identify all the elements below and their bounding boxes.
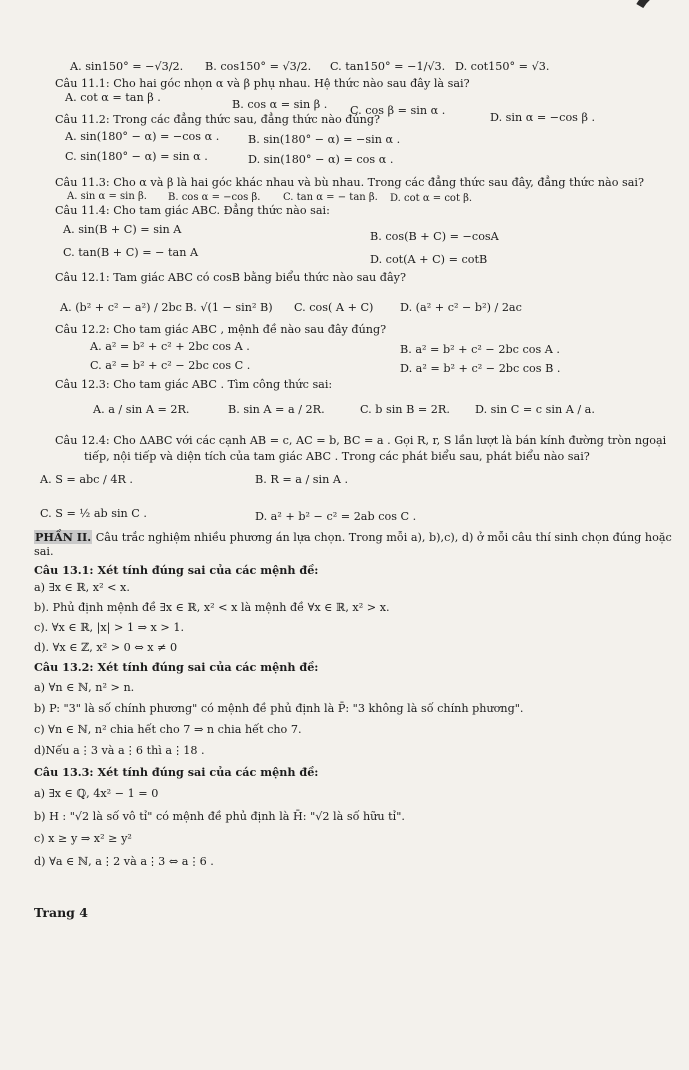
q12-4-stem-line2: tiếp, nội tiếp và diện tích của tam giác ABC . Trong các phát biểu sau, phát biểu nào sai? [84, 450, 590, 463]
q12-2-stem: Câu 12.2: Cho tam giác ABC , mệnh đề nào sau đây đúng? [55, 323, 387, 336]
q11-1-option-b: B. cos α = sin β . [232, 98, 328, 111]
q11-4-stem: Câu 11.4: Cho tam giác ABC. Đẳng thức nào sai: [55, 204, 330, 217]
q12-1-option-c: C. cos( A + C) [294, 301, 374, 314]
q11-3-option-d: D. cot α = cot β. [390, 193, 473, 204]
part2-heading [34, 530, 672, 545]
page-footer: Trang 4 [34, 905, 88, 920]
q11-3-option-c: C. tan α = − tan β. [283, 192, 378, 203]
q11-4-option-d: D. cot(A + C) = cotB [370, 253, 488, 266]
q12-3-option-d: D. sin C = c sin A / a. [475, 403, 595, 416]
q13-1-stem: Câu 13.1: Xét tính đúng sai của các mệnh đề: [34, 563, 319, 577]
part2-text-line1: Câu trắc nghiệm nhiều phương án lựa chọn. Trong mỗi a), b),c), d) ở mỗi câu thí sinh chọn đúng hoặc [95, 531, 672, 544]
q13-3-stem: Câu 13.3: Xét tính đúng sai của các mệnh đề: [34, 765, 319, 779]
q11-2-option-d: D. sin(180° − α) = cos α . [248, 153, 394, 166]
q11-2-option-b: B. sin(180° − α) = −sin α . [248, 133, 401, 146]
q12-4-option-c: C. S = ½ ab sin C . [40, 507, 147, 520]
q13-2-stem: Câu 13.2: Xét tính đúng sai của các mệnh đề: [34, 660, 319, 674]
q13-1-statement-d: d). ∀x ∈ ℤ, x² > 0 ⇔ x ≠ 0 [34, 641, 178, 654]
q13-1-statement-a: a) ∃x ∈ ℝ, x² < x. [34, 581, 130, 594]
q13-3-statement-c: c) x ≥ y ⇒ x² ≥ y² [34, 832, 132, 845]
q11-2-stem: Câu 11.2: Trong các đẳng thức sau, đẳng thức nào đúng? [55, 113, 381, 126]
q10-option-a: A. sin150° = −√3/2. [70, 60, 184, 73]
q13-2-statement-c: c) ∀n ∈ ℕ, n² chia hết cho 7 ⇒ n chia hết cho 7. [34, 723, 302, 736]
q10-option-b: B. cos150° = √3/2. [205, 60, 312, 73]
q13-2-statement-d: d)Nếu a⋮3 và a⋮6 thì a⋮18 . [34, 744, 205, 757]
q12-1-option-a: A. (b² + c² − a²) / 2bc [60, 301, 182, 314]
q13-2-statement-a: a) ∀n ∈ ℕ, n² > n. [34, 681, 135, 694]
q11-1-option-d: D. sin α = −cos β . [490, 111, 596, 124]
q10-option-d: D. cot150° = √3. [455, 60, 550, 73]
q12-4-option-b: B. R = a / sin A . [255, 473, 349, 486]
q10-option-c: C. tan150° = −1/√3. [330, 60, 446, 73]
q12-4-option-d: D. a² + b² − c² = 2ab cos C . [255, 510, 417, 523]
q13-3-statement-b: b) H : "√2 là số vô tỉ" có mệnh đề phủ định là H̄: "√2 là số hữu tỉ". [34, 810, 405, 823]
q12-4-stem-line1: Câu 12.4: Cho ΔABC với các cạnh AB = c, AC = b, BC = a . Gọi R, r, S lần lượt là bán kính đường tròn ngoại [55, 434, 667, 447]
q12-2-option-a: A. a² = b² + c² + 2bc cos A . [90, 340, 250, 353]
q12-2-option-c: C. a² = b² + c² − 2bc cos C . [90, 359, 251, 372]
q11-1-option-a: A. cot α = tan β . [65, 91, 161, 104]
q12-1-stem: Câu 12.1: Tam giác ABC có cosB bằng biểu thức nào sau đây? [55, 271, 406, 284]
q11-3-option-a: A. sin α = sin β. [67, 191, 147, 202]
q11-4-option-b: B. cos(B + C) = −cosA [370, 230, 499, 243]
q11-3-stem: Câu 11.3: Cho α và β là hai góc khác nhau và bù nhau. Trong các đẳng thức sau đây, đẳng thức nào sai? [55, 176, 644, 189]
q13-3-statement-a: a) ∃x ∈ ℚ, 4x² − 1 = 0 [34, 787, 159, 800]
q13-1-statement-c: c). ∀x ∈ ℝ, |x| > 1 ⇒ x > 1. [34, 621, 185, 634]
part2-tag: PHẦN II. [35, 530, 92, 544]
q12-3-option-a: A. a / sin A = 2R. [93, 403, 190, 416]
q13-1-statement-b: b). Phủ định mệnh đề ∃x ∈ ℝ, x² < x là mệnh đề ∀x ∈ ℝ, x² > x. [34, 601, 390, 614]
q11-3-option-b: B. cos α = −cos β. [168, 192, 261, 203]
q11-1-option-c: C. cos β = sin α . [350, 104, 446, 117]
q12-3-option-b: B. sin A = a / 2R. [228, 403, 325, 416]
q13-3-statement-d: d) ∀a ∈ ℕ, a⋮2 và a⋮3 ⇔ a⋮6 . [34, 855, 214, 868]
q11-2-option-a: A. sin(180° − α) = −cos α . [65, 130, 220, 143]
q12-2-option-d: D. a² = b² + c² − 2bc cos B . [400, 362, 561, 375]
q13-2-statement-b: b) P: "3" là số chính phương" có mệnh đề phủ định là P̄: "3 không là số chính phương". [34, 702, 524, 715]
q12-1-option-d: D. (a² + c² − b²) / 2ac [400, 301, 522, 314]
q12-1-option-b: B. √(1 − sin² B) [185, 301, 273, 314]
q12-3-stem: Câu 12.3: Cho tam giác ABC . Tìm công thức sai: [55, 378, 333, 391]
part2-text-line2: sai. [34, 545, 54, 558]
q11-4-option-a: A. sin(B + C) = sin A [63, 223, 182, 236]
q12-4-option-a: A. S = abc / 4R . [40, 473, 133, 486]
q11-4-option-c: C. tan(B + C) = − tan A [63, 246, 199, 259]
q11-1-stem: Câu 11.1: Cho hai góc nhọn α và β phụ nhau. Hệ thức nào sau đây là sai? [55, 77, 470, 90]
q12-3-option-c: C. b sin B = 2R. [360, 403, 450, 416]
q12-2-option-b: B. a² = b² + c² − 2bc cos A . [400, 343, 560, 356]
q11-2-option-c: C. sin(180° − α) = sin α . [65, 150, 208, 163]
